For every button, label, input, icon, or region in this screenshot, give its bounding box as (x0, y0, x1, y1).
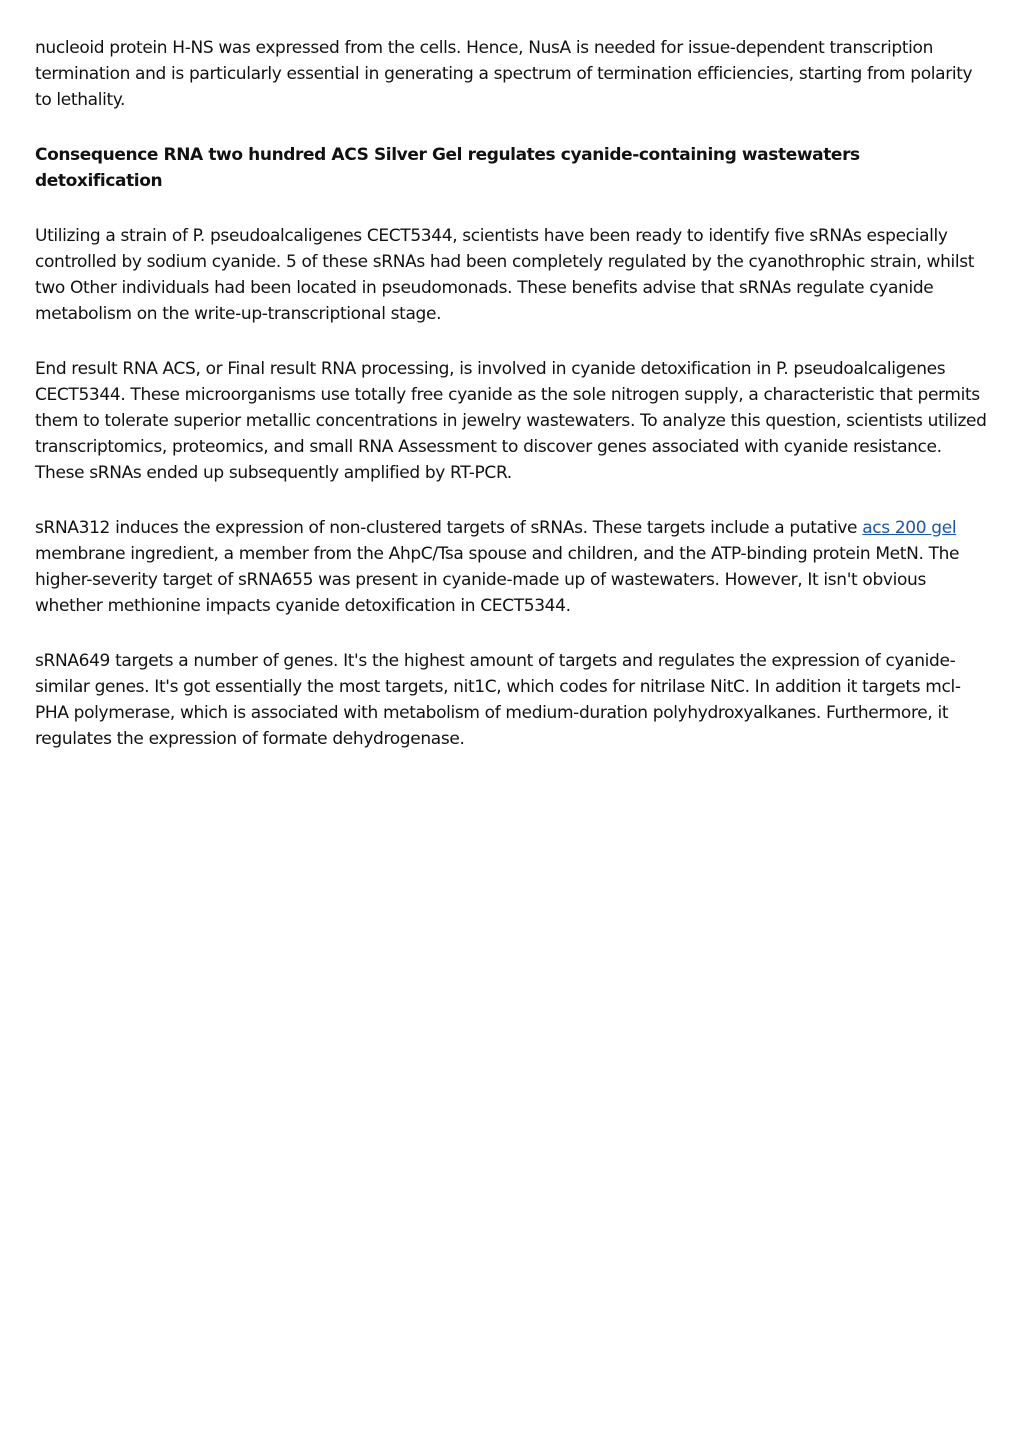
paragraph-srna649: sRNA649 targets a number of genes. It's the highest amount of targets and regulates the expression of cyanide-similar genes. It's got essentially the most targets, nit1C, which codes for nitrilase NitC. In addition it targets mcl-PHA polymerase, which is associated with metabolism of medium-duration polyhydroxyalkanes. Furthermore, it regulates the expression of formate dehydrogenase. (35, 651, 961, 749)
paragraph-detoxification: End result RNA ACS, or Final result RNA processing, is involved in cyanide detoxification in P. pseudoalcaligenes CECT5344. These microorganisms use totally free cyanide as the sole nitrogen supply, a characteristic that permits them to tolerate superior metallic concentrations in jewelry wastewaters. To analyze this question, scientists utilized transcriptomics, proteomics, and small RNA Assessment to discover genes associated with cyanide resistance. These sRNAs ended up subsequently amplified by RT-PCR. (35, 359, 987, 483)
paragraph-srna312-text-start: sRNA312 induces the expression of non-clustered targets of sRNAs. These targets include a putative (35, 518, 863, 538)
paragraph-srna312-text-end: membrane ingredient, a member from the AhpC/Tsa spouse and children, and the ATP-binding protein MetN. The higher-severity target of sRNA655 was present in cyanide-made up of wastewaters. However, It isn't obvious whether methionine impacts cyanide detoxification in CECT5344. (35, 544, 960, 616)
acs-gel-link[interactable]: acs 200 gel (862, 518, 957, 538)
paragraph-intro: nucleoid protein H-NS was expressed from the cells. Hence, NusA is needed for issue-dependent transcription termination and is particularly essential in generating a spectrum of termination efficiencies, starting from polarity to lethality. (35, 38, 973, 110)
paragraph-srna312 (35, 515, 992, 619)
paragraph-strain: Utilizing a strain of P. pseudoalcaligenes CECT5344, scientists have been ready to identify five sRNAs especially controlled by sodium cyanide. 5 of these sRNAs had been completely regulated by the cyanothrophic strain, whilst two Other individuals had been located in pseudomonads. These benefits advise that sRNAs regulate cyanide metabolism on the write-up-transcriptional stage. (35, 226, 975, 324)
section-heading: Consequence RNA two hundred ACS Silver Gel regulates cyanide-containing wastewaters detoxification (35, 145, 860, 191)
document-body (35, 35, 992, 781)
